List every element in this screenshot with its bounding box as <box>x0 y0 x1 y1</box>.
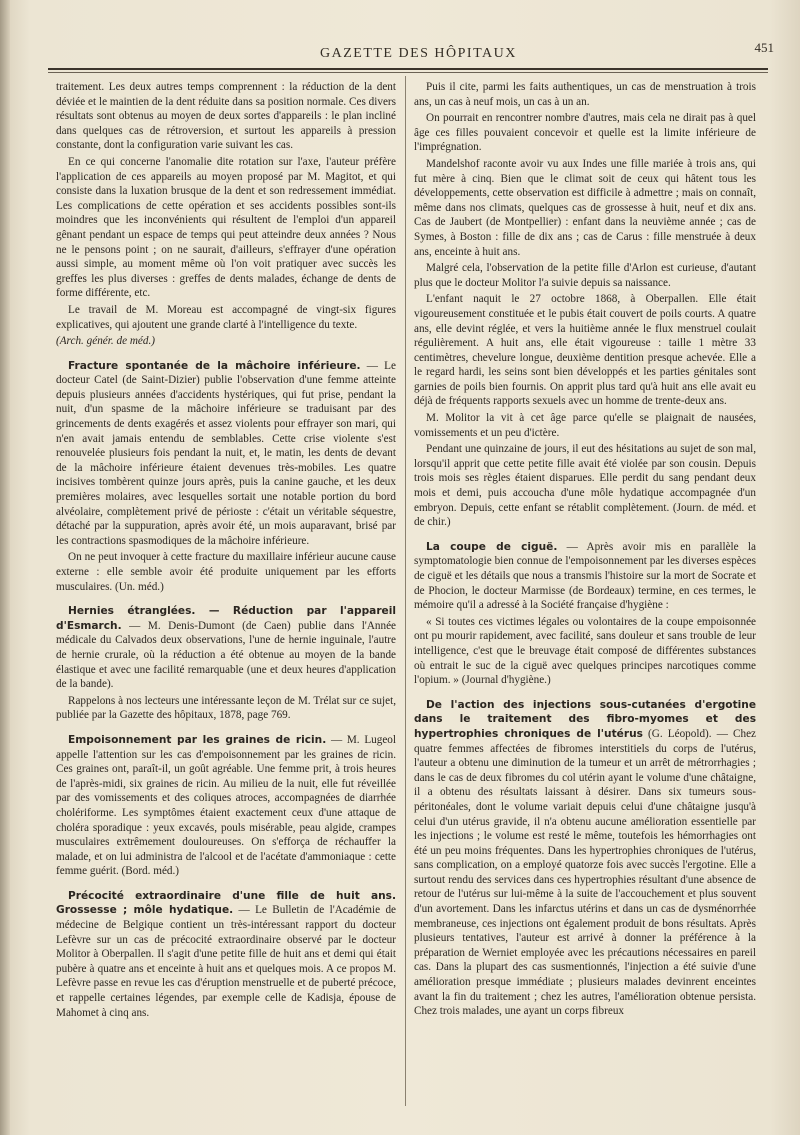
article-heading: La coupe de ciguë. <box>426 540 558 553</box>
article-text: — M. Lugeol appelle l'attention sur les cas d'empoisonnement par les graines de ricin. Ces graines ont, paraît-il, un goût agréable. Une femme prit, à trois heures de l'après-midi, six graines de ricin. Au milieu de la nuit, elle fut réveillée par des vomissements et des coliques atroces, accompagnées de diarrhée cholériforme. Les symptômes étaient exactement ceux d'une attaque de choléra sporadique : yeux excavés, pouls misérable, peau algide, crampes musculaires extrêmement douloureuses. On s'efforça de réchauffer la malade, et on lui administra de l'alcool et de l'acétate d'ammoniaque : cette femme guérit. (Bord. méd.) <box>56 733 397 878</box>
page-number: 451 <box>754 40 774 55</box>
column-divider <box>405 76 406 1106</box>
paragraph: traitement. Les deux autres temps comprennent : la réduction de la dent déviée et le maintien de la dent réduite dans sa position normale. Ces divers résultats sont obtenus au moyen de deux sortes d'appareils : le plan incliné dans quelques cas de rétroversion, et surtout les appareils à pression constante, dont la configuration varie suivant les cas. <box>56 81 396 152</box>
paragraph: Malgré cela, l'observation de la petite fille d'Arlon est curieuse, d'autant plus que le docteur Molitor l'a suivie depuis sa naissance. <box>414 262 756 289</box>
article-text: (G. Léopold). — Chez quatre femmes affectées de fibromes interstitiels du corps de l'utérus, l'auteur a obtenu une diminution de la tumeur et un arrêt de métrorrhagies ; dans le cas de deux fibromes du col utérin ayant le volume d'une châtaigne, il a obtenu des résultats laissant à désirer. Dans six tumeurs sous-péritonéales, dont le volume variait depuis celui d'une châtaigne jusqu'à celui d'un utérus gravide, il n'a obtenu aucune amélioration essentielle par les injections ; le volume est resté le même, toutefois les hémorrhagies ont été un peu moins fréquentes. Dans les hypertrophies chroniques de l'utérus, sans complication, on a employé quatorze fois avec succès l'ergotine. Elle a surtout rendu des services dans ces hypertrophies résultant d'une absence de retour de l'utérus sur lui-même à la suite de l'accouchement et plus souvent d'un avortement. Dans les infarctus utérins et dans un cas de dysménorrhée membraneuse, ces injections ont également produit de bons résultats. Après plusieurs tentatives, l'auteur est arrivé à donner la préférence à la préparation de Werniet employée avec les précautions nécessaires en pareil cas. Dans la plupart des cas susmentionnés, l'injection a été suivie d'une amélioration presque immédiate ; plusieurs malades devinrent enceintes avant la fin du traitement ; chez les autres, l'amélioration obtenue persista. Chez trois malades, une ayant un corps fibreux <box>414 727 756 1018</box>
paragraph: Puis il cite, parmi les faits authentiques, un cas de menstruation à trois ans, un cas à neuf mois, un cas à un an. <box>414 81 756 108</box>
paragraph: « Si toutes ces victimes légales ou volontaires de la coupe empoisonnée ont pu mourir rapidement, avec facilité, sans douleur et sans trouble de leur intelligence, c'est que le breuvage était composé de différentes substances où entrait le suc de la ciguë avec quelques principes narcotiques comme l'opium. » (Journal d'hygiène.) <box>414 615 756 687</box>
article-text: — Le Bulletin de l'Académie de médecine de Belgique contient un très-intéressant rapport du docteur Lefèvre sur un cas de précocité extraordinaire observé par le docteur Molitor à Oberpallen. Il s'agit d'une petite fille de huit ans et demi qui était pubère à quatre ans et enceinte à huit ans et quelques mois. A ce propos M. Lefèvre passe en revue les cas d'éruption menstruelle et de puberté précoce, et rappelle certaines légendes, par exemple celle de Kadisja, épouse de Mahomet à cinq ans. <box>56 904 397 1019</box>
source-citation: (Arch. génér. de méd.) <box>56 335 155 348</box>
right-column <box>414 80 756 1021</box>
paragraph: M. Molitor la vit à cet âge parce qu'elle se plaignait de nausées, vomissements et un peu d'ictère. <box>414 412 756 439</box>
article-text: — M. Denis-Dumont (de Caen) publie dans l'Année médicale du Calvados deux observations, l'une de hernie inguinale, l'autre de hernie crurale, où la réduction a été obtenue au moyen de la bande élastique et avec une facilité remarquable (une et deux heures d'application de la bande). <box>56 619 397 691</box>
paragraph: Le travail de M. Moreau est accompagné de vingt-six figures explicatives, qui ajoutent une grande clarté à l'intelligence du texte. <box>56 303 396 331</box>
paragraph: En ce qui concerne l'anomalie dite rotation sur l'axe, l'auteur préfère l'application de ces appareils au moyen proposé par M. Magitot, et qui consiste dans la luxation brusque de la dent et son redressement immédiat. Les complications de cette opération et ses accidents possibles sont-ils moindres que les inconvénients qui résultent de l'emploi d'un appareil gênant pendant un espace de temps qui peut atteindre deux années ? Nous ne le pensons point ; on ne saurait, d'ailleurs, s'effrayer d'une opération aussi simple, au moment même où l'on voit pratiquer avec succès les greffes les plus diverses : greffes de dents malades, échange de dents de forme différente, etc. <box>56 155 396 300</box>
paragraph: Rappelons à nos lecteurs une intéressante leçon de M. Trélat sur ce sujet, publiée par la Gazette des hôpitaux, 1878, page 769. <box>56 694 396 722</box>
article-text: — Après avoir mis en parallèle la symptomatologie bien connue de l'empoisonnement par les diverses espèces de ciguë et les détails que nous a transmis l'histoire sur la mort de Socrate et de Phocion, le docteur Marmisse (de Bordeaux) termine, en ces termes, le mémoire qu'il a adressé à la Société française d'hygiène : <box>414 540 756 612</box>
article-fracture <box>56 359 396 595</box>
article-heading: Précocité extraordinaire d'une fille de huit ans. Grossesse ; môle hydatique. <box>56 889 396 917</box>
article-ricin <box>56 733 396 879</box>
article-heading: De l'action des injections sous-cutanées d'ergotine dans le traitement des fibro-myomes et des hypertrophies chroniques de l'utérus <box>414 698 756 740</box>
page-binding-shadow <box>0 0 10 1135</box>
article-heading: Empoisonnement par les graines de ricin. <box>68 733 327 746</box>
header-rule <box>48 68 768 70</box>
running-head <box>40 40 780 70</box>
paragraph: Pendant une quinzaine de jours, il eut des hésitations au sujet de son mal, lorsqu'il apprit que cette petite fille avait été violée par son cousin. Depuis trois mois ses règles étaient disparues. Elle perdit du sang pendant deux mois et demi, puis accoucha d'une môle hydatique accompagnée d'un embryon. Depuis, cette enfant se rétablit complètement. (Journ. de méd. et de chir.) <box>414 443 756 529</box>
article-hernies <box>56 604 396 723</box>
paragraph: On pourrait en rencontrer nombre d'autres, mais cela ne dirait pas à quel âge ces filles pouvaient concevoir et quelle est la limite inférieure de l'imprégnation. <box>414 112 756 154</box>
header-rule-thin <box>48 72 768 73</box>
paragraph: L'enfant naquit le 27 octobre 1868, à Oberpallen. Elle était vigoureusement constituée et le pubis était couvert de poils courts. A quatre ans, elle devint réglée, et vers la huitième année le flux menstruel coulait régulièrement. A huit ans, elle était vigoureuse : taille 1 mètre 33 centimètres, chevelure longue, deuxième dentition presque achevée. Elle a le regard hardi, les seins sont bien développés et les parties génitales sont garnies de poils bien fournis. On apprit plus tard qu'à huit ans elle avait eu déjà de fréquents rapports sexuels avec un homme de trente-deux ans. <box>414 293 756 408</box>
article-precocite <box>56 889 396 1020</box>
article-text: — Le docteur Catel (de Saint-Dizier) publie l'observation d'une femme atteinte depuis plusieurs années d'accidents hystériques, qui fut prise, pendant la nuit, d'un spasme de la mâchoire inférieure se traduisant par des grincements de dents exagérés et assez violents pour effrayer son mari, qui n'en avait jamais entendu de semblables. Cette crise violente s'est renouvelée plusieurs fois pendant la nuit, et, le matin, les dents de devant de la mâchoire inférieure étaient devenues très-mobiles. Les quatre incisives tombèrent quinze jours après, puis la canine gauche, et les deux premières molaires, avec lesquelles sortait une notable portion du bord alvéolaire, complètement privé de périoste : c'était un véritable séquestre, détaché par la suppuration, après avoir été, un mois auparavant, brisé par les contractions spasmodiques de la mâchoire inférieure. <box>56 359 396 547</box>
article-heading: Hernies étranglées. — Réduction par l'appareil d'Esmarch. <box>56 605 396 632</box>
paragraph: Mandelshof raconte avoir vu aux Indes une fille mariée à trois ans, qui fut mère à cinq. Bien que le climat soit de ceux qui hâtent tous les développements, cette observation est difficile à admettre ; mais on connaît, même dans nos climats, quelques cas de grossesse à huit, neuf et dix ans. Cas de Jaubert (de Montpellier) : enfant dans la neuvième année ; cas de Symes, à Boston : fille de dix ans ; cas de Carus : fille menstruée à deux ans, enceinte à huit ans. <box>414 157 756 258</box>
paragraph: On ne peut invoquer à cette fracture du maxillaire inférieur aucune cause externe : elle semble avoir été produite uniquement par les efforts musculaires. (Un. méd.) <box>56 551 396 593</box>
left-column <box>56 80 396 1022</box>
article-heading: Fracture spontanée de la mâchoire inférieure. <box>68 359 361 372</box>
article-ergotine <box>414 698 756 1019</box>
article-cigue <box>414 540 756 688</box>
journal-title: GAZETTE DES HÔPITAUX <box>320 46 517 61</box>
